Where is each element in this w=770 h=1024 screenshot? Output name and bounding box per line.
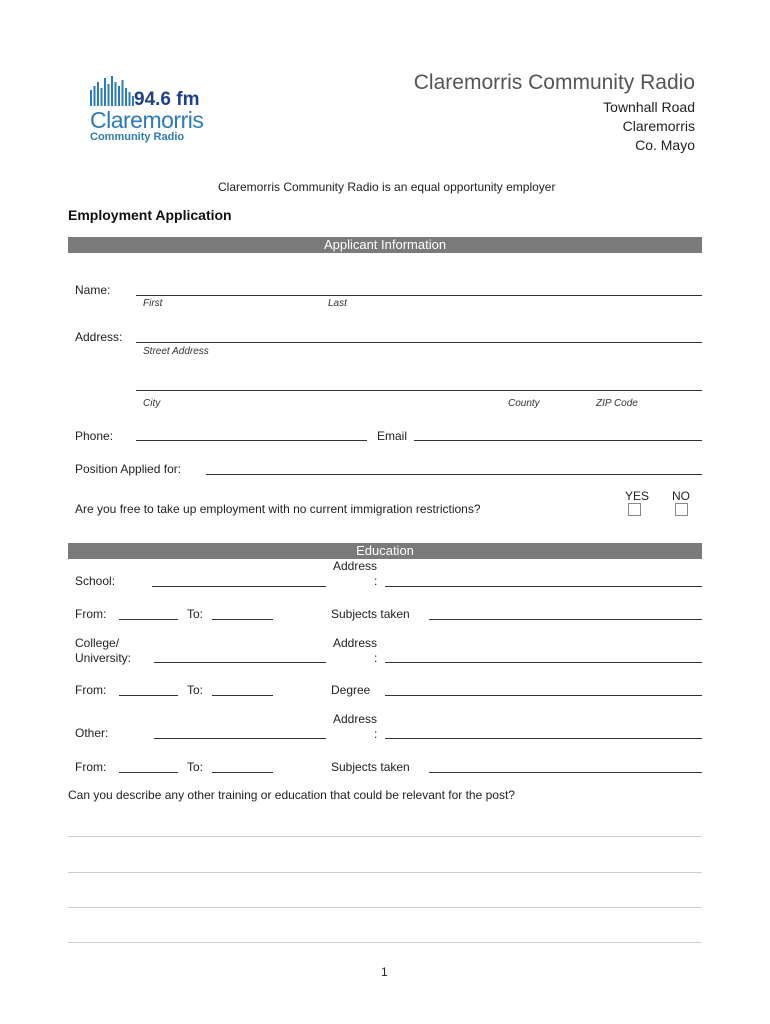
college-address-label: Address [333, 636, 378, 650]
county-caption: County [508, 398, 540, 409]
form-title: Employment Application [68, 207, 232, 223]
college-to-label: To: [187, 683, 204, 697]
logo-name: Claremorris [90, 107, 204, 133]
other-to-label: To: [187, 760, 204, 774]
other-address-colon: : [374, 727, 378, 741]
school-subjects-label: Subjects taken [331, 607, 410, 621]
college-address-colon: : [374, 651, 378, 665]
other-subjects-field[interactable] [429, 772, 702, 773]
school-address-label: Address [333, 559, 378, 573]
other-address-field[interactable] [385, 738, 702, 739]
education-section-header: Education [68, 543, 702, 559]
college-from-label: From: [75, 683, 107, 697]
college-from-field[interactable] [119, 695, 178, 696]
no-label: NO [672, 489, 690, 503]
school-subjects-field[interactable] [429, 619, 702, 620]
answer-line[interactable] [68, 907, 702, 908]
school-to-label: To: [187, 607, 204, 621]
school-field[interactable] [152, 586, 326, 587]
position-field[interactable] [206, 474, 702, 475]
equalizer-icon [90, 76, 134, 106]
school-from-field[interactable] [119, 619, 178, 620]
city-caption: City [143, 398, 161, 409]
college-to-field[interactable] [212, 695, 273, 696]
no-checkbox[interactable] [675, 503, 688, 516]
address-label: Address: [75, 330, 123, 344]
street-address-caption: Street Address [143, 346, 209, 357]
training-question: Can you describe any other training or education that could be relevant for the post? [68, 788, 515, 802]
name-label: Name: [75, 283, 111, 297]
school-to-field[interactable] [212, 619, 273, 620]
school-label: School: [75, 574, 116, 588]
other-address-label: Address [333, 712, 378, 726]
address-line-3: Co. Mayo [635, 137, 695, 153]
logo-frequency: 94.6 fm [134, 89, 200, 110]
answer-line[interactable] [68, 942, 702, 943]
answer-line[interactable] [68, 872, 702, 873]
degree-field[interactable] [385, 695, 702, 696]
college-field[interactable] [154, 662, 326, 663]
yes-checkbox[interactable] [628, 503, 641, 516]
other-label: Other: [75, 726, 109, 740]
school-address-field[interactable] [385, 586, 702, 587]
college-label-line-2: University: [75, 651, 132, 665]
station-title: Claremorris Community Radio [413, 71, 695, 94]
city-county-zip-field[interactable] [136, 390, 702, 391]
other-subjects-label: Subjects taken [331, 760, 410, 774]
other-to-field[interactable] [212, 772, 273, 773]
college-label-line-1: College/ [75, 636, 120, 650]
street-address-field[interactable] [136, 342, 702, 343]
answer-line[interactable] [68, 836, 702, 837]
email-field[interactable] [414, 440, 702, 441]
address-line-2: Claremorris [622, 118, 695, 134]
address-line-1: Townhall Road [603, 99, 695, 115]
college-address-field[interactable] [385, 662, 702, 663]
phone-field[interactable] [136, 440, 367, 441]
last-name-caption: Last [328, 298, 347, 309]
other-field[interactable] [154, 738, 326, 739]
position-label: Position Applied for: [75, 462, 182, 476]
name-field[interactable] [136, 295, 702, 296]
phone-label: Phone: [75, 429, 114, 443]
school-address-colon: : [374, 574, 378, 588]
page-number: 1 [381, 965, 388, 979]
email-label: Email [377, 429, 408, 443]
applicant-section-header: Applicant Information [68, 237, 702, 253]
logo-tagline: Community Radio [90, 131, 185, 143]
degree-label: Degree [331, 683, 371, 697]
school-from-label: From: [75, 607, 107, 621]
other-from-label: From: [75, 760, 107, 774]
immigration-question: Are you free to take up employment with no current immigration restrictions? [75, 502, 481, 516]
zip-caption: ZIP Code [596, 398, 638, 409]
yes-label: YES [625, 489, 650, 503]
equal-opportunity-statement: Claremorris Community Radio is an equal opportunity employer [218, 180, 556, 194]
other-from-field[interactable] [119, 772, 178, 773]
first-name-caption: First [143, 298, 163, 309]
